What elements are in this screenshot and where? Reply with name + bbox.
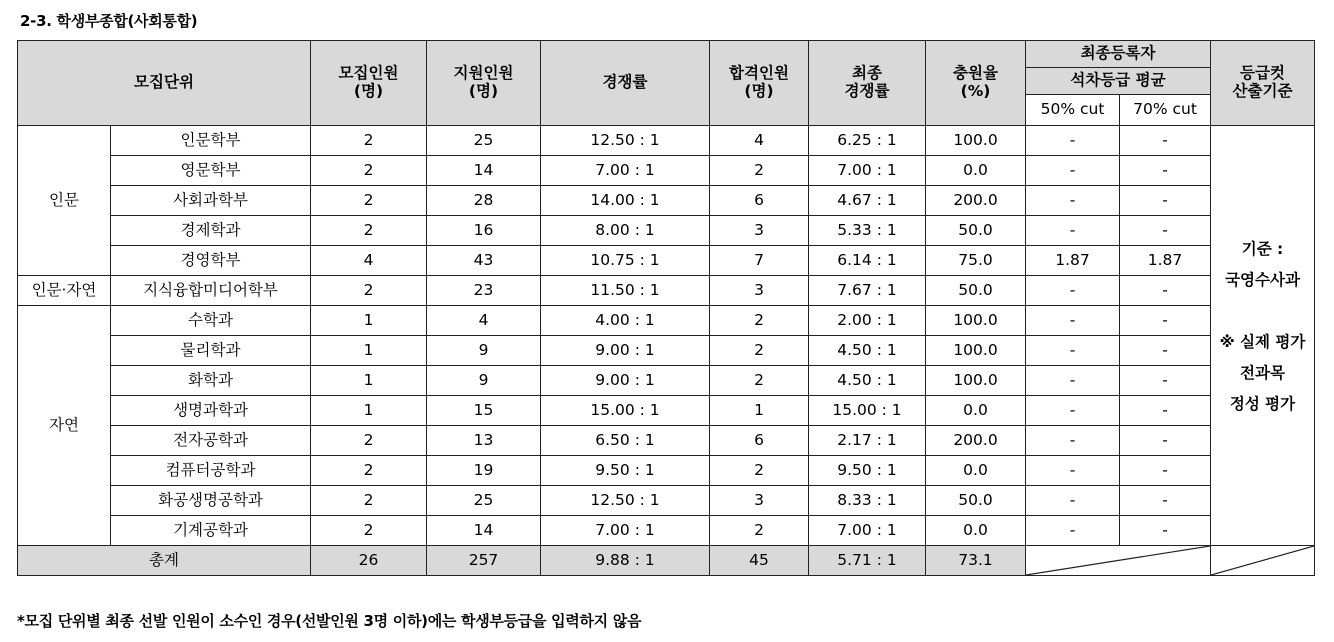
passed-cell: 2 [710, 336, 809, 366]
fill-rate-cell: 0.0 [926, 456, 1026, 486]
final-ratio-cell: 7.67 : 1 [809, 276, 926, 306]
total-ratio: 9.88 : 1 [541, 546, 710, 576]
footnote: *모집 단위별 최종 선발 인원이 소수인 경우(선발인원 3명 이하)에는 학생부등급을 입력하지 않음 [17, 612, 642, 630]
total-passed: 45 [710, 546, 809, 576]
cut50-cell: 1.87 [1026, 246, 1120, 276]
cut70-cell: - [1120, 516, 1211, 546]
final-ratio-cell: 7.00 : 1 [809, 156, 926, 186]
cut50-cell: - [1026, 336, 1120, 366]
applicants-cell: 15 [427, 396, 541, 426]
passed-cell: 2 [710, 366, 809, 396]
cut70-cell: - [1120, 426, 1211, 456]
recruit-cell: 2 [311, 486, 427, 516]
header-applicants: 지원인원 (명) [427, 41, 541, 126]
table-row [18, 186, 1315, 216]
header-passed: 합격인원 (명) [710, 41, 809, 126]
applicants-cell: 4 [427, 306, 541, 336]
cut70-cell: - [1120, 396, 1211, 426]
table-row [18, 486, 1315, 516]
ratio-cell: 14.00 : 1 [541, 186, 710, 216]
cut50-cell: - [1026, 306, 1120, 336]
passed-cell: 2 [710, 156, 809, 186]
total-applicants: 257 [427, 546, 541, 576]
recruit-cell: 1 [311, 336, 427, 366]
cut70-cell: - [1120, 486, 1211, 516]
criteria-note: 기준 : 국영수사과 ※ 실제 평가 전과목 정성 평가 [1211, 126, 1315, 546]
final-ratio-cell: 7.00 : 1 [809, 516, 926, 546]
applicants-cell: 14 [427, 156, 541, 186]
applicants-cell: 13 [427, 426, 541, 456]
passed-cell: 3 [710, 216, 809, 246]
fill-rate-cell: 0.0 [926, 516, 1026, 546]
cut70-cell: - [1120, 366, 1211, 396]
final-ratio-cell: 5.33 : 1 [809, 216, 926, 246]
header-final-ratio: 최종 경쟁률 [809, 41, 926, 126]
passed-cell: 1 [710, 396, 809, 426]
recruit-cell: 1 [311, 396, 427, 426]
dept-cell: 생명과학과 [111, 396, 311, 426]
total-fill-rate: 73.1 [926, 546, 1026, 576]
fill-rate-cell: 0.0 [926, 156, 1026, 186]
cut70-cell: - [1120, 156, 1211, 186]
applicants-cell: 25 [427, 486, 541, 516]
final-ratio-cell: 2.17 : 1 [809, 426, 926, 456]
applicants-cell: 16 [427, 216, 541, 246]
table-row [18, 156, 1315, 186]
recruit-cell: 2 [311, 216, 427, 246]
header-cut-50: 50% cut [1026, 95, 1120, 126]
fill-rate-cell: 0.0 [926, 396, 1026, 426]
ratio-cell: 4.00 : 1 [541, 306, 710, 336]
table-row [18, 516, 1315, 546]
table-row [18, 366, 1315, 396]
cut50-cell: - [1026, 516, 1120, 546]
dept-cell: 영문학부 [111, 156, 311, 186]
admission-results-table [17, 40, 1315, 576]
dept-cell: 사회과학부 [111, 186, 311, 216]
recruit-cell: 4 [311, 246, 427, 276]
fill-rate-cell: 50.0 [926, 486, 1026, 516]
cut50-cell: - [1026, 216, 1120, 246]
final-ratio-cell: 6.25 : 1 [809, 126, 926, 156]
table-row [18, 246, 1315, 276]
applicants-cell: 19 [427, 456, 541, 486]
cut70-cell: - [1120, 276, 1211, 306]
ratio-cell: 12.50 : 1 [541, 126, 710, 156]
diagonal-slash [1026, 546, 1210, 575]
cut50-cell: - [1026, 186, 1120, 216]
cut70-cell: - [1120, 216, 1211, 246]
dept-cell: 화학과 [111, 366, 311, 396]
dept-cell: 컴퓨터공학과 [111, 456, 311, 486]
table-row [18, 276, 1315, 306]
ratio-cell: 12.50 : 1 [541, 486, 710, 516]
total-row [18, 546, 1315, 576]
dept-cell: 기계공학과 [111, 516, 311, 546]
cut50-cell: - [1026, 366, 1120, 396]
recruit-cell: 2 [311, 426, 427, 456]
dept-cell: 물리학과 [111, 336, 311, 366]
recruit-cell: 2 [311, 516, 427, 546]
passed-cell: 4 [710, 126, 809, 156]
total-label: 총계 [18, 546, 311, 576]
group-natural: 자연 [18, 306, 111, 546]
applicants-cell: 9 [427, 366, 541, 396]
header-recruit: 모집인원 (명) [311, 41, 427, 126]
cut70-cell: - [1120, 186, 1211, 216]
total-final-ratio: 5.71 : 1 [809, 546, 926, 576]
passed-cell: 2 [710, 306, 809, 336]
cut50-cell: - [1026, 396, 1120, 426]
dept-cell: 수학과 [111, 306, 311, 336]
table-row [18, 426, 1315, 456]
header-unit: 모집단위 [18, 41, 311, 126]
total-recruit: 26 [311, 546, 427, 576]
fill-rate-cell: 100.0 [926, 336, 1026, 366]
cut70-cell: - [1120, 456, 1211, 486]
dept-cell: 경제학과 [111, 216, 311, 246]
header-grade-average: 석차등급 평균 [1026, 68, 1211, 95]
table-row [18, 126, 1315, 156]
ratio-cell: 9.00 : 1 [541, 336, 710, 366]
passed-cell: 6 [710, 426, 809, 456]
fill-rate-cell: 200.0 [926, 186, 1026, 216]
total-criteria-empty [1211, 546, 1315, 576]
recruit-cell: 2 [311, 276, 427, 306]
fill-rate-cell: 100.0 [926, 306, 1026, 336]
table-row [18, 396, 1315, 426]
table-footer [18, 546, 1315, 576]
ratio-cell: 9.00 : 1 [541, 366, 710, 396]
cut50-cell: - [1026, 126, 1120, 156]
table-row [18, 306, 1315, 336]
cut50-cell: - [1026, 156, 1120, 186]
header-final-registrants: 최종등록자 [1026, 41, 1211, 68]
applicants-cell: 23 [427, 276, 541, 306]
cut50-cell: - [1026, 456, 1120, 486]
final-ratio-cell: 2.00 : 1 [809, 306, 926, 336]
passed-cell: 7 [710, 246, 809, 276]
group-humanities-natural: 인문·자연 [18, 276, 111, 306]
cut70-cell: - [1120, 336, 1211, 366]
dept-cell: 화공생명공학과 [111, 486, 311, 516]
recruit-cell: 2 [311, 126, 427, 156]
passed-cell: 2 [710, 456, 809, 486]
recruit-cell: 1 [311, 306, 427, 336]
table-body [18, 126, 1315, 546]
cut70-cell: 1.87 [1120, 246, 1211, 276]
applicants-cell: 14 [427, 516, 541, 546]
table-header [18, 41, 1315, 126]
final-ratio-cell: 4.67 : 1 [809, 186, 926, 216]
group-humanities: 인문 [18, 126, 111, 276]
final-ratio-cell: 15.00 : 1 [809, 396, 926, 426]
cut50-cell: - [1026, 426, 1120, 456]
ratio-cell: 6.50 : 1 [541, 426, 710, 456]
header-criteria: 등급컷 산출기준 [1211, 41, 1315, 126]
fill-rate-cell: 200.0 [926, 426, 1026, 456]
recruit-cell: 2 [311, 156, 427, 186]
cut70-cell: - [1120, 306, 1211, 336]
passed-cell: 2 [710, 516, 809, 546]
table-row [18, 456, 1315, 486]
cut70-cell: - [1120, 126, 1211, 156]
ratio-cell: 15.00 : 1 [541, 396, 710, 426]
passed-cell: 6 [710, 186, 809, 216]
table-row [18, 336, 1315, 366]
ratio-cell: 8.00 : 1 [541, 216, 710, 246]
ratio-cell: 7.00 : 1 [541, 156, 710, 186]
cut50-cell: - [1026, 276, 1120, 306]
passed-cell: 3 [710, 486, 809, 516]
fill-rate-cell: 50.0 [926, 216, 1026, 246]
dept-cell: 경영학부 [111, 246, 311, 276]
table-row [18, 216, 1315, 246]
recruit-cell: 2 [311, 186, 427, 216]
dept-cell: 지식융합미디어학부 [111, 276, 311, 306]
final-ratio-cell: 6.14 : 1 [809, 246, 926, 276]
fill-rate-cell: 75.0 [926, 246, 1026, 276]
applicants-cell: 9 [427, 336, 541, 366]
applicants-cell: 28 [427, 186, 541, 216]
dept-cell: 인문학부 [111, 126, 311, 156]
dept-cell: 전자공학과 [111, 426, 311, 456]
ratio-cell: 10.75 : 1 [541, 246, 710, 276]
header-cut-70: 70% cut [1120, 95, 1211, 126]
final-ratio-cell: 9.50 : 1 [809, 456, 926, 486]
applicants-cell: 25 [427, 126, 541, 156]
recruit-cell: 2 [311, 456, 427, 486]
header-ratio: 경쟁률 [541, 41, 710, 126]
final-ratio-cell: 4.50 : 1 [809, 336, 926, 366]
header-fill-rate: 충원율 (%) [926, 41, 1026, 126]
ratio-cell: 7.00 : 1 [541, 516, 710, 546]
passed-cell: 3 [710, 276, 809, 306]
diagonal-slash [1211, 546, 1314, 575]
section-title: 2-3. 학생부종합(사회통합) [20, 12, 198, 30]
final-ratio-cell: 4.50 : 1 [809, 366, 926, 396]
ratio-cell: 9.50 : 1 [541, 456, 710, 486]
fill-rate-cell: 100.0 [926, 366, 1026, 396]
final-ratio-cell: 8.33 : 1 [809, 486, 926, 516]
fill-rate-cell: 100.0 [926, 126, 1026, 156]
cut50-cell: - [1026, 486, 1120, 516]
recruit-cell: 1 [311, 366, 427, 396]
total-cut-empty [1026, 546, 1211, 576]
applicants-cell: 43 [427, 246, 541, 276]
fill-rate-cell: 50.0 [926, 276, 1026, 306]
ratio-cell: 11.50 : 1 [541, 276, 710, 306]
